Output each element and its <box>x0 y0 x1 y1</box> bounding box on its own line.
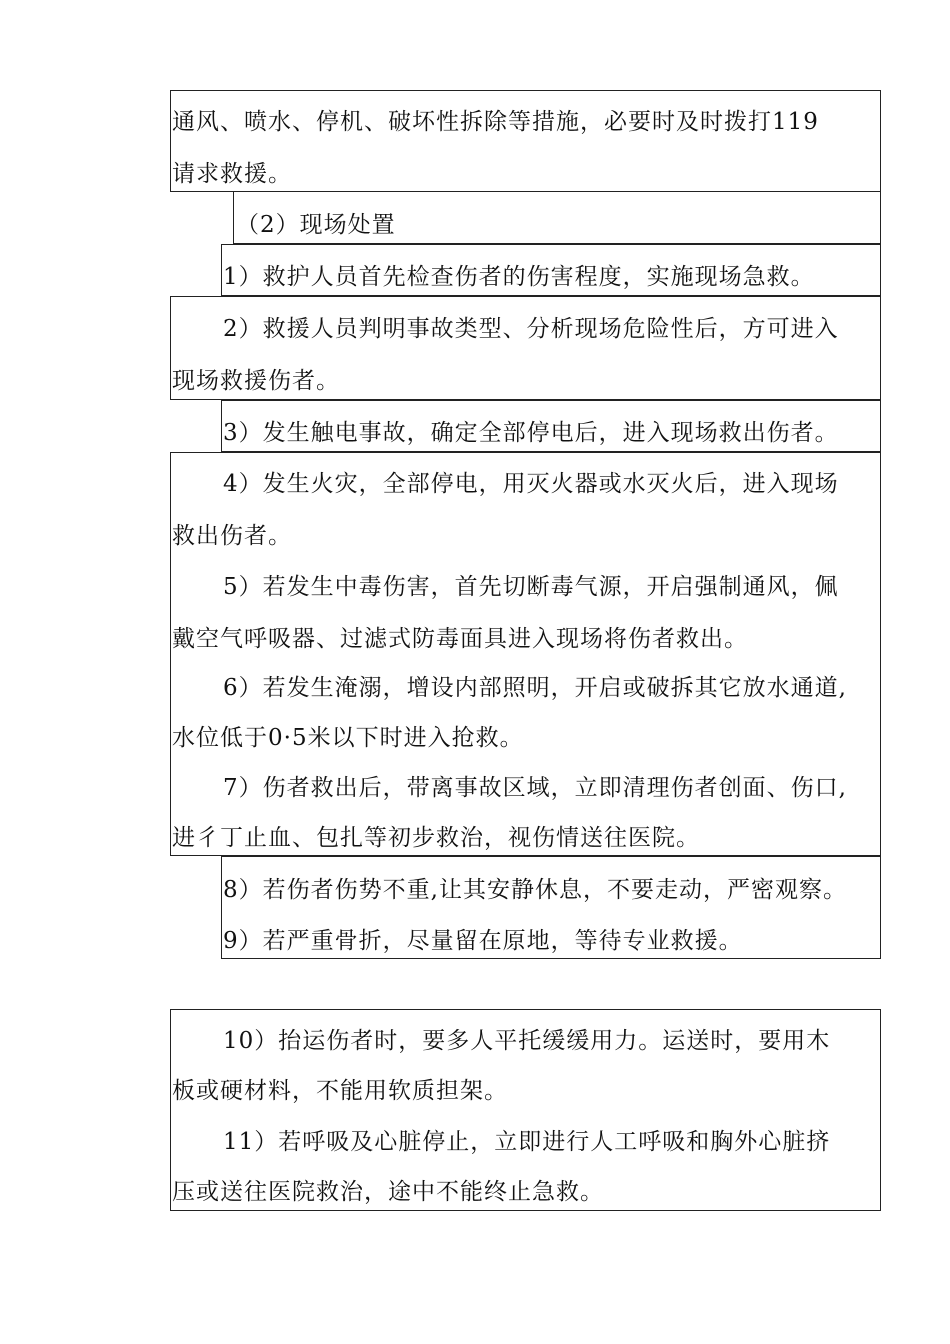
text-line: 6）若发生淹溺，增设内部照明，开启或破拆其它放水通道, <box>223 675 847 701</box>
text-line: 压或送往医院救治，途中不能终止急救。 <box>172 1179 604 1205</box>
text-line: 水位低于0·5米以下时进入抢救。 <box>172 725 524 751</box>
text-line: 9）若严重骨折，尽量留在原地，等待专业救援。 <box>223 928 743 954</box>
text-line: 戴空气呼吸器、过滤式防毒面具进入现场将伤者救出。 <box>172 626 748 652</box>
text-line: 现场救援伤者。 <box>172 368 340 394</box>
text-line: 7）伤者救出后，带离事故区域，立即清理伤者创面、伤口, <box>223 775 847 801</box>
text-line: 1）救护人员首先检查伤者的伤害程度，实施现场急救。 <box>223 264 815 290</box>
text-line: 救出伤者。 <box>172 523 292 549</box>
text-line: 3）发生触电事故，确定全部停电后，进入现场救出伤者。 <box>223 420 839 446</box>
section-heading: （2）现场处置 <box>236 212 396 238</box>
text-line: 进彳丁止血、包扎等初步救治，视伤情送往医院。 <box>172 825 700 851</box>
text-line: 请求救援。 <box>172 161 292 187</box>
text-line: 5）若发生中毒伤害，首先切断毒气源，开启强制通风，佩 <box>223 574 839 600</box>
text-line: 10）抬运伤者时，要多人平托缓缓用力。运送时，要用木 <box>223 1028 831 1054</box>
text-line: 11）若呼吸及心脏停止，立即进行人工呼吸和胸外心脏挤 <box>223 1129 831 1155</box>
text-line: 4）发生火灾，全部停电，用灭火器或水灭火后，进入现场 <box>223 471 839 497</box>
text-line: 8）若伤者伤势不重,让其安静休息，不要走动，严密观察。 <box>223 877 847 903</box>
text-line: 通风、喷水、停机、破坏性拆除等措施，必要时及时拨打119 <box>172 109 819 135</box>
text-line: 板或硬材料，不能用软质担架。 <box>172 1078 508 1104</box>
text-line: 2）救援人员判明事故类型、分析现场危险性后，方可进入 <box>223 316 839 342</box>
